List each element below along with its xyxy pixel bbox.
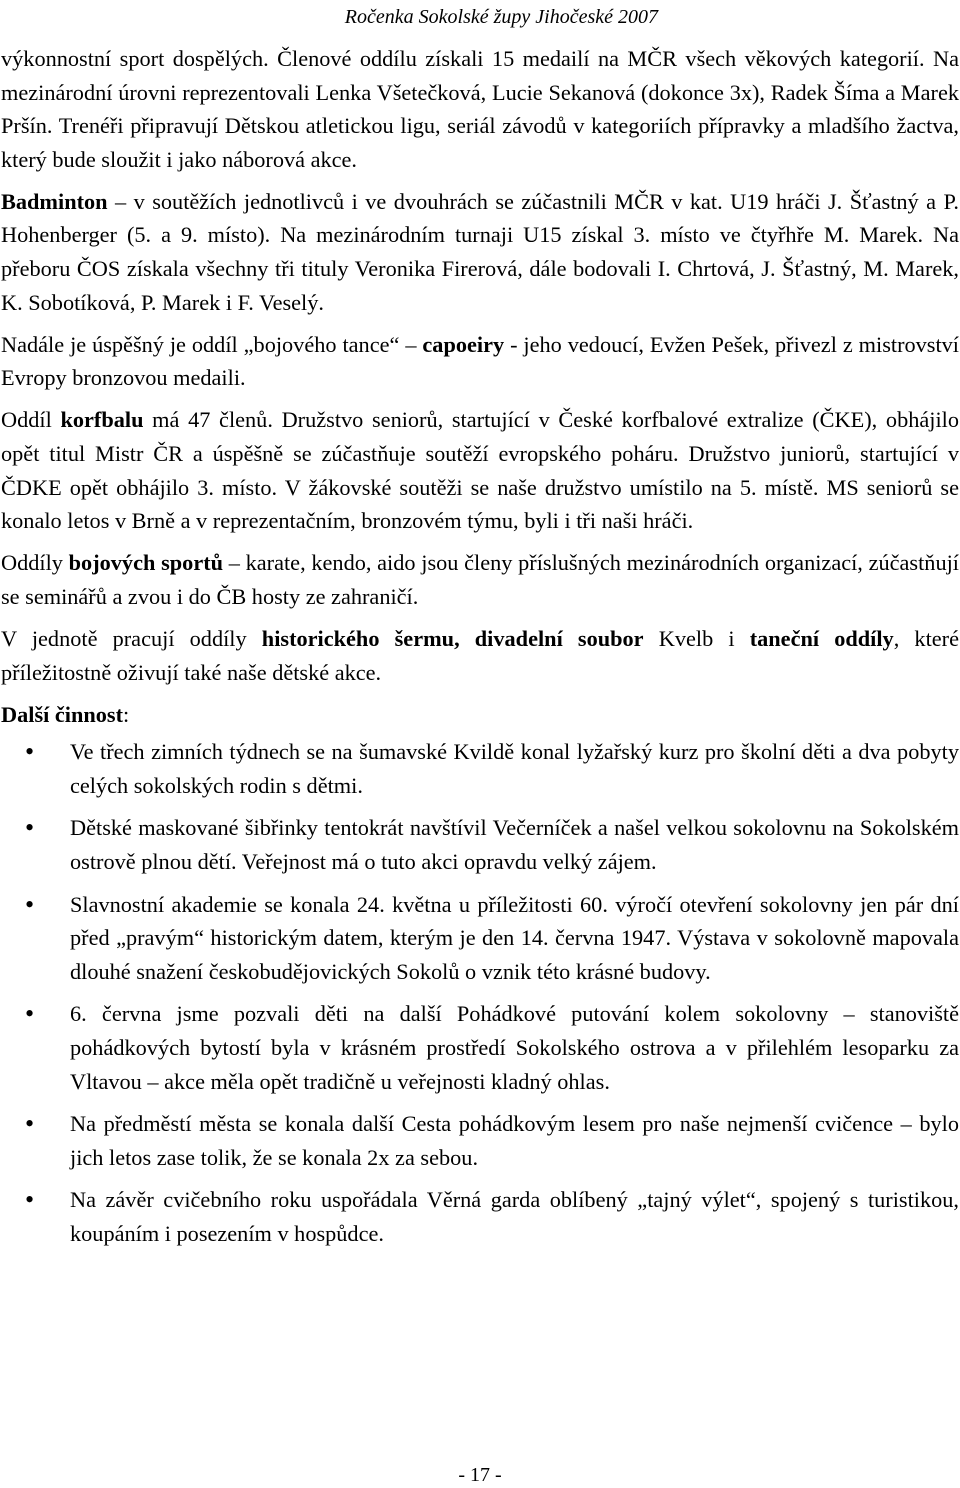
korfball-text-b: má 47 členů. Družstvo seniorů, startující v České korfbalové extralize (ČKE), obhájilo opět titul Mistr ČR a úspěšně se zúčastňuje soutěží evropského poháru. Družstvo juniorů, startující v ČDKE opět obhájilo 3. místo. V žákovské soutěži se naše družstvo umístilo na 5. místě. MS seniorů se konalo letos v Brně a v reprezentačním, bronzovém týmu, byli i tři naši hráči.: [1, 407, 959, 534]
other-text-c: , které příležitostně oživují také naše dětské akce.: [1, 626, 959, 685]
section-heading-activities: [1, 698, 959, 732]
section-heading-bold: Další činnost: [1, 701, 124, 727]
list-item: • Slavnostní akademie se konala 24. května u příležitosti 60. výročí otevření sokolovny jen pár dní před „pravým“ historickým datem, kterým je den 14. června 1947. Výstava v sokolovně mapovala dlouhé snažení českobudějovických Sokolů o vznik této krásné budovy.: [1, 888, 959, 989]
list-item: • Ve třech zimních týdnech se na šumavské Kvildě konal lyžařský kurz pro školní děti a dva pobyty celých sokolských rodin s dětmi.: [1, 735, 959, 802]
badminton-heading: Badminton: [1, 188, 108, 214]
capoeira-text-a: Nadále je úspěšný je oddíl „bojového tance“ –: [1, 331, 423, 357]
running-header: Ročenka Sokolské župy Jihočeské 2007: [344, 6, 658, 28]
korfball-heading: korfbalu: [60, 407, 144, 433]
page-number: - 17 -: [458, 1464, 502, 1486]
list-item: • Dětské maskované šibřinky tentokrát navštívil Večerníček a našel velkou sokolovnu na Sokolském ostrově plnou dětí. Veřejnost má o tuto akci opravdu velký zájem.: [1, 811, 959, 878]
korfball-text-a: Oddíl: [1, 407, 61, 433]
paragraph-capoeira: [1, 328, 959, 395]
capoeira-heading: capoeiry: [422, 331, 505, 357]
dance-heading: taneční oddíly: [749, 626, 894, 651]
combat-text-a: Oddíly: [1, 550, 69, 576]
paragraph-combat-sports: [1, 546, 959, 613]
list-item: • Na předměstí města se konala další Cesta pohádkovým lesem pro naše nejmenší cvičence – bylo jich letos zase tolik, že se konala 2x za sebou.: [1, 1107, 959, 1174]
combat-text-b: – karate, kendo, aido jsou členy příslušných mezinárodních organizací, zúčastňují se seminářů a zvou i do ČB hosty ze zahraničí.: [1, 550, 959, 609]
fencing-theatre-heading: historického šermu, divadelní soubor: [261, 626, 644, 651]
combat-heading: bojových sportů: [68, 550, 224, 576]
list-item: • Na závěr cvičebního roku uspořádala Věrná garda oblíbený „tajný výlet“, spojený s turistikou, koupáním i posezením v hospůdce.: [1, 1183, 959, 1250]
paragraph-other-sections: [1, 622, 959, 689]
paragraph-korfball: [1, 403, 959, 537]
activities-list: [1, 735, 959, 1250]
other-text-b: Kvelb i: [643, 626, 750, 651]
paragraph-athletics: výkonnostní sport dospělých. Členové oddílu získali 15 medailí na MČR všech věkových kategorií. Na mezinárodní úrovni reprezentovali Lenka Všetečková, Lucie Sekanová (dokonce 3x), Radek Šíma a Marek Pršín. Trenéři připravují Dětskou atletickou ligu, seriál závodů v kategoriích přípravky a mladšího žactva, který bude sloužit i jako náborová akce.: [1, 46, 959, 172]
list-item: • 6. června jsme pozvali děti na další Pohádkové putování kolem sokolovny – stanoviště pohádkových bytostí byla v krásném prostředí Sokolského ostrova a v přilehlém lesoparku za Vltavou – akce měla opět tradičně u veřejnosti kladný ohlas.: [1, 997, 959, 1098]
page-body: [1, 42, 959, 1260]
paragraph-badminton: [1, 185, 959, 319]
section-heading-colon: :: [123, 701, 130, 727]
other-text-a: V jednotě pracují oddíly: [1, 626, 262, 651]
badminton-text: – v soutěžích jednotlivců i ve dvouhrách se zúčastnili MČR v kat. U19 hráči J. Šťastný a P. Hohenberger (5. a 9. místo). Na mezinárodním turnaji U15 získal 3. místo ve čtyřhře M. Marek. Na přeboru ČOS získala všechny tři tituly Veronika Firerová, dále bodovali I. Chrtová, J. Šťastný, M. Marek, K. Sobotíková, P. Marek i F. Veselý.: [1, 188, 959, 315]
capoeira-text-b: - jeho vedoucí, Evžen Pešek, přivezl z mistrovství Evropy bronzovou medaili.: [1, 331, 960, 391]
